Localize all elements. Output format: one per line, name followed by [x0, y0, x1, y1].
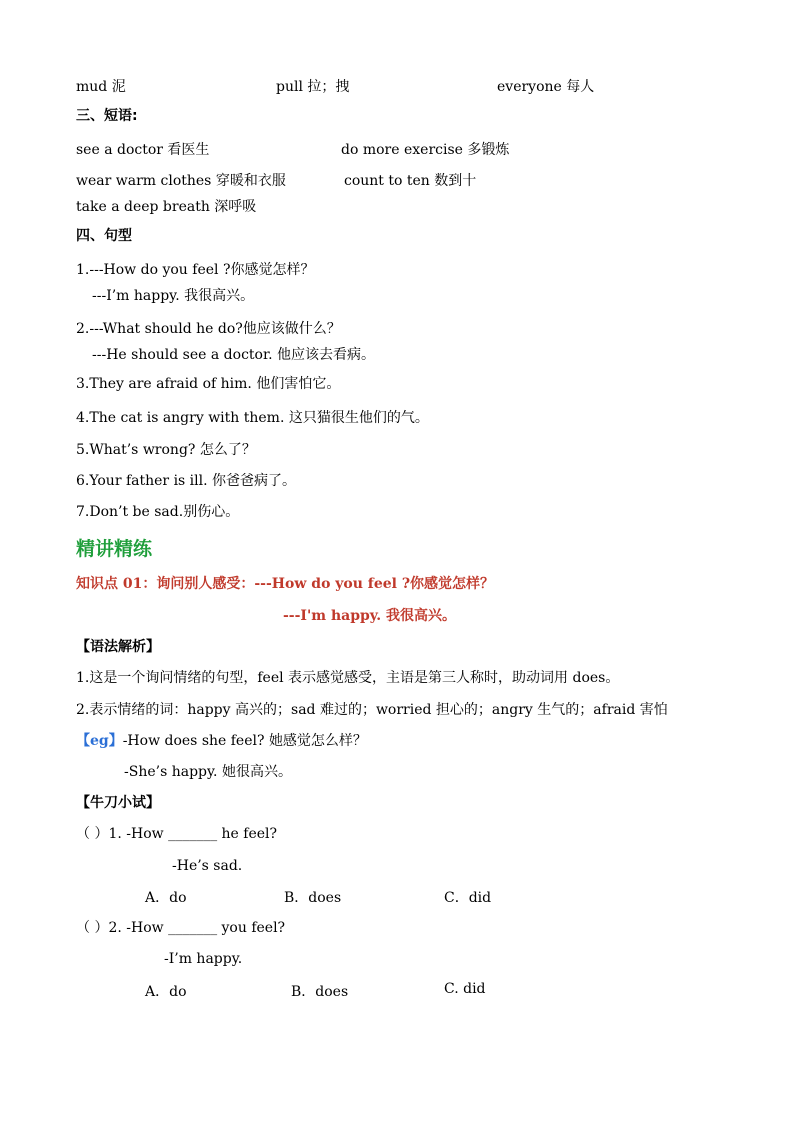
example-question: -How does she feel? 她感觉怎么样？ — [122, 733, 367, 749]
question-1-stem: -How _______ he feel? — [126, 826, 278, 842]
knowledge-point-line1: 知识点 01：询问别人感受：---How do you feel ?你感觉怎样？ — [76, 576, 495, 592]
sentence-4: 4.The cat is angry with them. 这只猫很生他们的气。 — [76, 410, 429, 426]
vocab-item-mud: mud 泥 — [76, 79, 126, 95]
question-1 — [76, 824, 277, 844]
question-2-stem: -How _______ you feel? — [126, 920, 286, 936]
phrase-more-exercise: do more exercise 多锻炼 — [341, 142, 510, 158]
answer-bracket[interactable]: （ ）2. — [76, 920, 122, 936]
sentences-heading: 四、句型 — [76, 228, 132, 244]
grammar-point-2: 2.表示情绪的词：happy 高兴的；sad 难过的；worried 担心的；angry 生气的；afraid 害怕 — [76, 702, 668, 718]
example-tag: 【eg】 — [76, 733, 123, 749]
section-title: 精讲精练 — [76, 538, 153, 560]
phrase-see-doctor: see a doctor 看医生 — [76, 142, 210, 158]
question-2-dialogue: -I’m happy. — [164, 951, 243, 967]
q1-option-b[interactable]: B．does — [284, 890, 342, 906]
grammar-point-1: 1.这是一个询问情绪的句型，feel 表示感觉感受，主语是第三人称时，助动词用 does。 — [76, 670, 620, 686]
sentence-1-answer: ---I’m happy. 我很高兴。 — [92, 288, 255, 304]
sentence-2-answer: ---He should see a doctor. 他应该去看病。 — [92, 347, 376, 363]
question-2 — [76, 918, 285, 938]
vocab-item-everyone: everyone 每人 — [497, 79, 595, 95]
sentence-3: 3.They are afraid of him. 他们害怕它。 — [76, 376, 341, 392]
q1-option-a[interactable]: A．do — [145, 890, 187, 906]
q1-option-c[interactable]: C．did — [444, 890, 492, 906]
phrase-count-ten: count to ten 数到十 — [344, 173, 477, 189]
phrases-heading: 三、短语: — [76, 108, 138, 124]
q2-option-a[interactable]: A．do — [145, 984, 187, 1000]
knowledge-point-line2: ---I'm happy. 我很高兴。 — [283, 608, 457, 624]
phrase-warm-clothes: wear warm clothes 穿暖和衣服 — [76, 173, 286, 189]
sentence-6: 6.Your father is ill. 你爸爸病了。 — [76, 473, 297, 489]
grammar-heading: 【语法解析】 — [76, 639, 160, 655]
q2-option-b[interactable]: B．does — [291, 984, 349, 1000]
example-answer: -She’s happy. 她很高兴。 — [124, 764, 292, 780]
question-1-dialogue: -He’s sad. — [172, 858, 243, 874]
vocab-item-pull: pull 拉；拽 — [276, 79, 350, 95]
answer-bracket[interactable]: （ ）1. — [76, 826, 122, 842]
q2-option-c[interactable]: C. did — [444, 981, 486, 997]
practice-heading: 【牛刀小试】 — [76, 795, 160, 811]
example-line — [76, 731, 367, 751]
sentence-7: 7.Don’t be sad.别伤心。 — [76, 504, 240, 520]
sentence-5: 5.What’s wrong? 怎么了？ — [76, 442, 256, 458]
phrase-deep-breath: take a deep breath 深呼吸 — [76, 199, 257, 215]
sentence-2-question: 2.---What should he do?他应该做什么？ — [76, 321, 341, 337]
sentence-1-question: 1.---How do you feel ?你感觉怎样？ — [76, 262, 315, 278]
